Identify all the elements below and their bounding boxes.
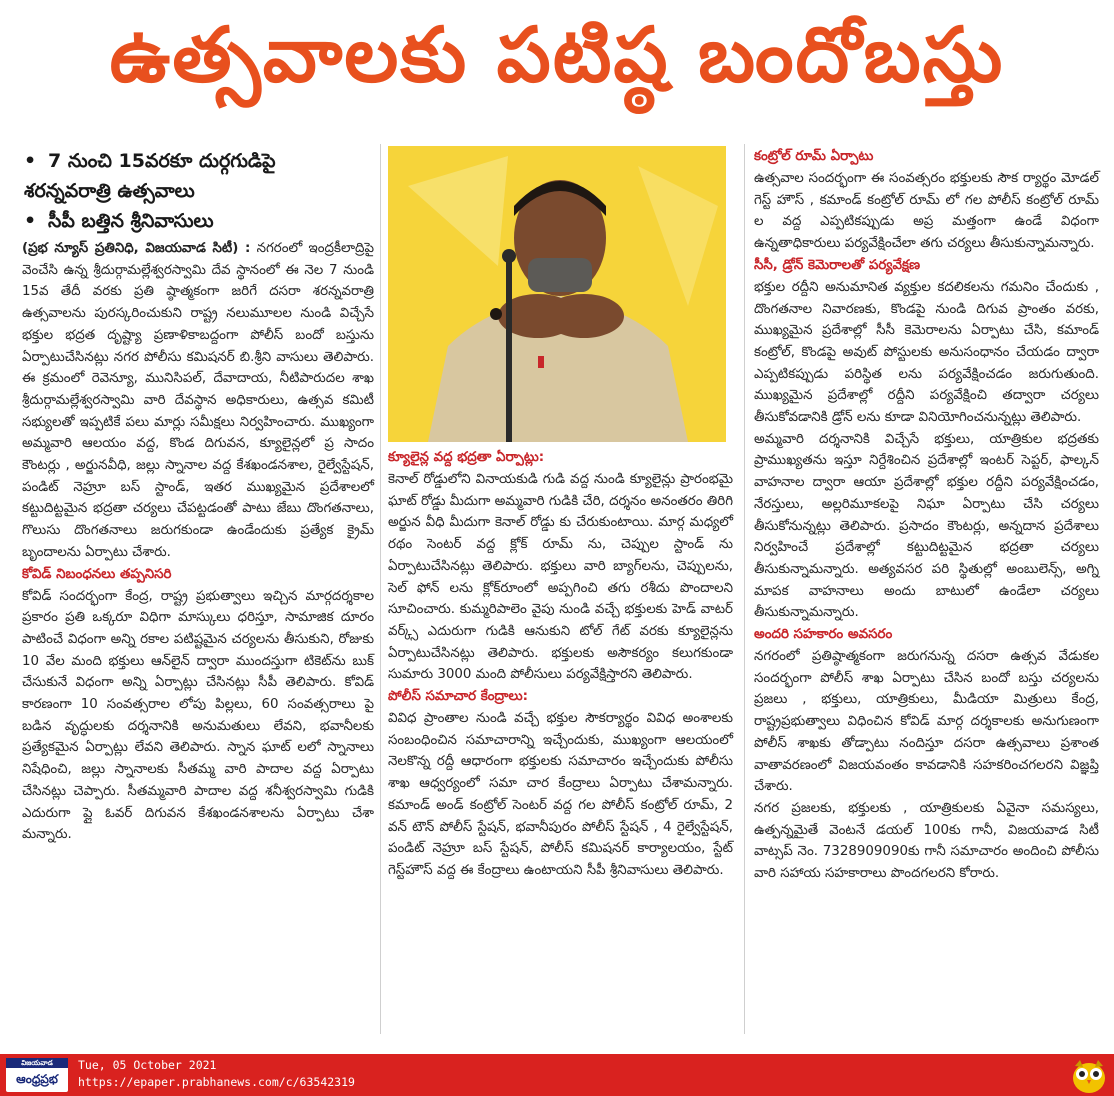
epaper-footer xyxy=(0,1054,1114,1096)
article-paragraph: కోవిడ్ సందర్భంగా కేంద్ర, రాష్ట్ర ప్రభుత్వాలు ఇచ్చిన మార్గదర్శకాల ప్రకారం ప్రతి ఒక్కరూ విధిగా మాస్కులు ధరిస్తూ, సామాజిక దూరం పాటించే విధంగా అన్ని రకాల పటిష్టమైన చర్యలను తీసుకుని, రోజుకు 10 వేల మంది భక్తులు ఆన్‌లైన్ ద్వారా ముందస్తుగా టికెట్‌ను బుక్ చేసుకునే విధంగా అన్ని ఏర్పాట్లు చేసినట్లు సీపీ తెలిపారు. కోవిడ్ కారణంగా 10 సంవత్సరాల లోపు పిల్లలు, 60 సంవత్సరాలు పై బడిన వృద్ధులకు దర్శనానికి అనుమతులు లేవని, భవానీలకు ప్రత్యేకమైన ఏర్పాట్లు లేవని తెలిపారు. స్నాన ఘాట్ లలో స్నానాలు నిషేధించి, జల్లు స్నానాలకు సీతమ్మ వారి పాదాల వద్ద ఏర్పాటు చేసినట్లు చెప్పారు. సీతమ్మవారి పాదాల వద్ద శనీశ్వరస్వామి గుడికి ఎదురుగా ప్లై ఓవర్ దిగువన కేశఖండనశాలను ఏర్పాటు చేశా మన్నారు. xyxy=(22,588,374,843)
subheading: కంట్రోల్ రూమ్ ఏర్పాటు xyxy=(754,149,874,164)
subheading: అందరి సహకారం అవసరం xyxy=(754,627,893,643)
article-paragraph: అమ్మవారి దర్శనానికి విచ్చేసే భక్తులు, యాత్రికుల భద్రతకు ప్రాముఖ్యతను ఇస్తూ నిర్దేశించిన ప్రదేశాల్లో ఇంటర్ సెప్టర్, ఫాల్కన్ వాహనాల ద్వారా ఆయా ప్రదేశాల్లో భక్తుల రద్దీని పర్యవేక్షించడం, నేరస్తులు, అల్లరిమూకలపై నిఘా ఏర్పాటు చేసి చర్యలు తీసుకోనున్నట్లు తెలిపారు. ప్రసాదం కౌంటర్లు, అన్నదాన ప్రదేశాలు నిర్వహించే ప్రదేశాల్లో కట్టుదిట్టమైన భద్రతా చర్యలు తీసుకున్నామన్నారు. అత్యవసర పరి స్థితుల్లో అంబులెన్స్, అగ్ని మాపక వాహనాలు అందు బాటులో ఉండేలా చర్యలు తీసుకున్నామన్నారు. xyxy=(754,431,1099,621)
bullet-item xyxy=(24,206,374,236)
column-divider xyxy=(744,144,745,1034)
subheading: పోలీస్ సమాచార కేంద్రాలు: xyxy=(388,689,528,705)
logo-title: ఆంధ్రప్రభ xyxy=(16,1072,58,1086)
subheading: కోవిడ్ నిబంధనలు తప్పనిసరి xyxy=(22,566,172,582)
article-column-3 xyxy=(754,146,1099,885)
article-column-2 xyxy=(388,447,733,882)
dateline: (ప్రభ న్యూస్ ప్రతినిధి, విజయవాడ సిటీ) : xyxy=(22,241,251,256)
bullet-text: శరన్నవరాత్రి ఉత్సవాలు xyxy=(24,180,195,202)
bullet-item-continued xyxy=(24,176,374,206)
owl-mascot-icon xyxy=(1070,1056,1108,1094)
article-paragraph: ఉత్సవాల సందర్భంగా ఈ సంవత్సరం భక్తులకు సౌక ర్యార్థం మోడల్ గెస్ట్ హౌస్ , కమాండ్ కంట్రోల్ రూమ్ లో గల పోలీస్ కంట్రోల్ రూమ్ ల వద్ద ఎప్పటికప్పుడు అప్ర మత్తంగా ఉండే విధంగా ఉన్నతాధికారులు పర్యవేక్షించేలా తగు చర్యలు తీసుకున్నామన్నారు. xyxy=(754,171,1099,252)
subheading: సీసీ, డ్రోన్ కెమెరాలతో పర్యవేక్షణ xyxy=(754,257,921,273)
cp-photo xyxy=(388,146,726,442)
article-paragraph: వివిధ ప్రాంతాల నుండి వచ్చే భక్తుల సౌకర్యార్థం వివిధ అంశాలకు సంబంధించిన సమాచారాన్ని ఇచ్చేందుకు, ముఖ్యంగా ఆలయంలో నెలకొన్న రద్దీ ఆధారంగా భక్తులకు సమాచారం ఇచ్చేందుకు పోలీసు శాఖ ఆధ్వర్యంలో సమా చార కేంద్రాలు ఏర్పాటు చేశామన్నారు. కమాండ్ అండ్ కంట్రోల్ సెంటర్ వద్ద గల పోలీస్ కంట్రోల్ రూమ్, 2 వన్ టౌన్ పోలీస్ స్టేషన్, భవానీపురం పోలీస్ స్టేషన్ , 4 రైల్వేస్టేషన్, పండిట్ నెహ్రూ బస్ స్టేషన్, పోలీస్ కమిషనర్ కార్యాలయం, స్టేట్ గెస్ట్‌హౌస్ వద్ద ఈ కేంద్రాలు ఉంటాయని సీపీ శ్రీనివాసులు తెలిపారు. xyxy=(388,711,733,878)
bullet-dot-icon: • xyxy=(24,210,37,232)
article-paragraph: కెనాల్ రోడ్డులోని వినాయకుడి గుడి వద్ద నుండి క్యూలైన్లు ప్రారంభమై ఘాట్ రోడ్డు మీదుగా అమ్మవారి గుడికి చేరి, దర్శనం అనంతరం తిరిగి అర్జున వీధి మీదుగా కెనాల్ రోడ్డు కు చేరుకుంటాయి. మార్గ మధ్యలో రథం సెంటర్ వద్ద క్లోక్ రూమ్ ను, చెప్పుల స్టాండ్ ను ఏర్పాటుచేసినట్లు తెలిపారు. భక్తులు వారి బ్యాగ్‌లను, చెప్పులను, సెల్ ఫోన్ లను క్లోక్‌రూంలో అప్పగించి తగు రశీదు పొందాలని సూచించారు. కుమ్మరిపాలెం వైపు నుండి వచ్చే భక్తులకు హెడ్ వాటర్ వర్క్స్ ఎదురుగా గుడికి ఆనుకుని టోల్ గేట్ వరకు క్యూలైన్లను ఏర్పాటుచేసినట్లు తెలిపారు. భక్తులకు అసౌకర్యం కలుగకుండా సుమారు 3000 మంది పోలీసులు పర్యవేక్షిస్తారని తెలిపారు. xyxy=(388,472,734,683)
summary-bullets xyxy=(24,146,374,236)
article-column-1 xyxy=(22,238,374,846)
bullet-item xyxy=(24,146,374,176)
article-paragraph: నగరంలో ప్రతిష్ఠాత్మకంగా జరుగనున్న దసరా ఉత్సవ వేడుకల సందర్భంగా పోలీస్ శాఖ ఏర్పాటు చేసిన బందో బస్తు చర్యలను ప్రజలు , భక్తులు, యాత్రికులు, మీడియా మిత్రులు కేంద్ర, రాష్ట్రప్రభుత్వాలు విధించిన కోవిడ్ మార్గ దర్శకాలకు అనుగుణంగా పోలీస్ శాఖకు తోడ్పాటు నందిస్తూ దసరా ఉత్సవాలు ప్రశాంత వాతావరణంలో విజయవంతం కావడానికి సహకరించగలరని విజ్ఞప్తి చేశారు. xyxy=(754,649,1099,795)
bullet-text: సీపీ బత్తిన శ్రీనివాసులు xyxy=(48,210,214,232)
paragraph-text: నగరంలో ఇంద్రకీలాద్రిపై వెంచేసి ఉన్న శ్రీదుర్గామల్లేశ్వరస్వామి దేవ స్థానంలో ఈ నెల 7 నుండి 15వ తేదీ వరకు ప్రతి ష్ఠాత్మకంగా జరిగే దసరా శరన్నవరాత్రి ఉత్సవాలను పురస్కరించుకుని రాష్ట్ర నలుమూలల నుండి విచ్చేసే భక్తుల భద్రత దృష్ట్యా ప్రణాళికాబద్దంగా పోలీస్ బందో బస్తును ఏర్పాటుచేసినట్లు నగర పోలీసు కమిషనర్ బి.శ్రీని వాసులు తెలిపారు. ఈ క్రమంలో రెవెన్యూ, మునిసిపల్, దేవాదాయ, నీటిపారుదల శాఖ శ్రీదుర్గామల్లేశ్వరస్వామి వారి దేవస్థాన అధికారులు, ఉత్సవ కమిటీ సభ్యులతో ఇప్పటికే పలు మార్లు సమీక్షలు నిర్వహించారు. ముఖ్యంగా అమ్మవారి ఆలయం వద్ద, కొండ దిగువన, క్యూలైన్లలో ప్ర సాదం కౌంటర్లు , అర్జునవీధి, జల్లు స్నానాల వద్ద కేశఖండనశాల, రైల్వేస్టేషన్, పండిట్ నెహ్రూ బస్ స్టాండ్, ఇతర ముఖ్యమైన ప్రదేశాలలో కట్టుదిట్టమైన భద్రతా చర్యలు చేపట్టడంతో పాటు జేబు దొంగతనాలు, గొలుసు దొంగతనాలు జరుగకుండా ఉండేందుకు ప్రత్యేక క్రైమ్ బృందాలను ఏర్పాటు చేశారు. xyxy=(22,241,374,560)
headline: ఉత్సవాలకు పటిష్ఠ బందోబస్తు xyxy=(109,10,1005,99)
article-paragraph: నగర ప్రజలకు, భక్తులకు , యాత్రికులకు ఏవైనా సమస్యలు, ఉత్పన్నమైతే వెంటనే డయల్ 100కు గానీ, విజయవాడ సిటీ వాట్సప్ నెం. 7328909090కు గానీ సమాచారం అందించి పోలీసు వారి సహాయ సహకారాలు పొందగలరని కోరారు. xyxy=(754,800,1099,882)
newspaper-logo[interactable] xyxy=(6,1058,68,1092)
edition-date: Tue, 05 October 2021 xyxy=(78,1058,217,1072)
logo-edition: విజయవాడ xyxy=(6,1058,68,1068)
bullet-dot-icon: • xyxy=(24,150,37,172)
article-paragraph xyxy=(22,238,374,564)
article-paragraph: భక్తుల రద్దీని అనుమానిత వ్యక్తుల కదలికలను గమనిం చేందుకు , దొంగతనాల నివారణకు, కొండపై నుండి దిగువ ప్రాంతం వరకు, ముఖ్యమైన ప్రదేశాల్లో సీసీ కెమెరాలను ఏర్పాటు చేసి, కమాండ్ కంట్రోల్, కొండపై అవుట్ పోస్టులకు అనుసంధానం చేయడం ద్వారా ఎప్పటికప్పుడు పరిస్థిత లను పర్యవేక్షించడం జరుగుతుంది. ముఖ్యమైన ప్రదేశాల్లో రద్దీని పర్యవేక్షించి తద్వారా చర్యలు తీసుకోవడానికి డ్రోన్ లను కూడా వినియోగించనున్నట్లు తెలిపారు. xyxy=(754,279,1099,426)
bullet-text: 7 నుంచి 15వరకూ దుర్గగుడిపై xyxy=(48,150,276,172)
subheading: క్యూలైన్ల వద్ద భద్రతా ఏర్పాట్లు: xyxy=(388,450,545,465)
clip-url[interactable]: https://epaper.prabhanews.com/c/63542319 xyxy=(78,1075,355,1089)
cp-portrait-illustration xyxy=(388,146,726,442)
column-divider xyxy=(380,144,381,1034)
